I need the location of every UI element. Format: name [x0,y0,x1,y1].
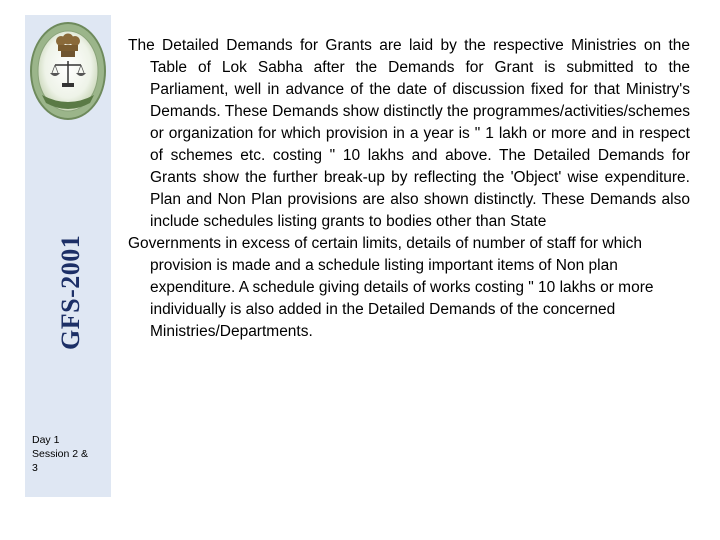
emblem-logo [28,17,108,125]
session-label [32,433,108,475]
session-day: Day 1 [32,434,60,446]
main-content [128,35,690,343]
sidebar [25,15,111,497]
paragraph-1: The Detailed Demands for Grants are laid by the respective Ministries on the Table of Lok Sabha after the Demands for Grant is submitted to the Parliament, well in advance of the date of discussion fixed for that Ministry's Demands. These Demands show distinctly the programmes/activities/schemes or organization for which provision in a year is " 1 lakh or more and in respect of schemes etc. costing " 10 lakhs and above. The Detailed Demands for Grants show the further break-up by reflecting the 'Object' wise expenditure. Plan and Non Plan provisions are also shown distinctly. These Demands also include schedules listing grants to bodies other than State [128,37,690,230]
paragraph-2: Governments in excess of certain limits, details of number of staff for which provision is made and a schedule listing important items of Non plan expenditure. A schedule giving details of works costing " 10 lakhs or more individually is also added in the Detailed Demands of the concerned Ministries/Departments. [128,235,654,340]
vertical-title: GFS-2001 [56,234,85,350]
session-number: Session 2 & [32,448,89,460]
session-number-cont: 3 [32,462,38,474]
